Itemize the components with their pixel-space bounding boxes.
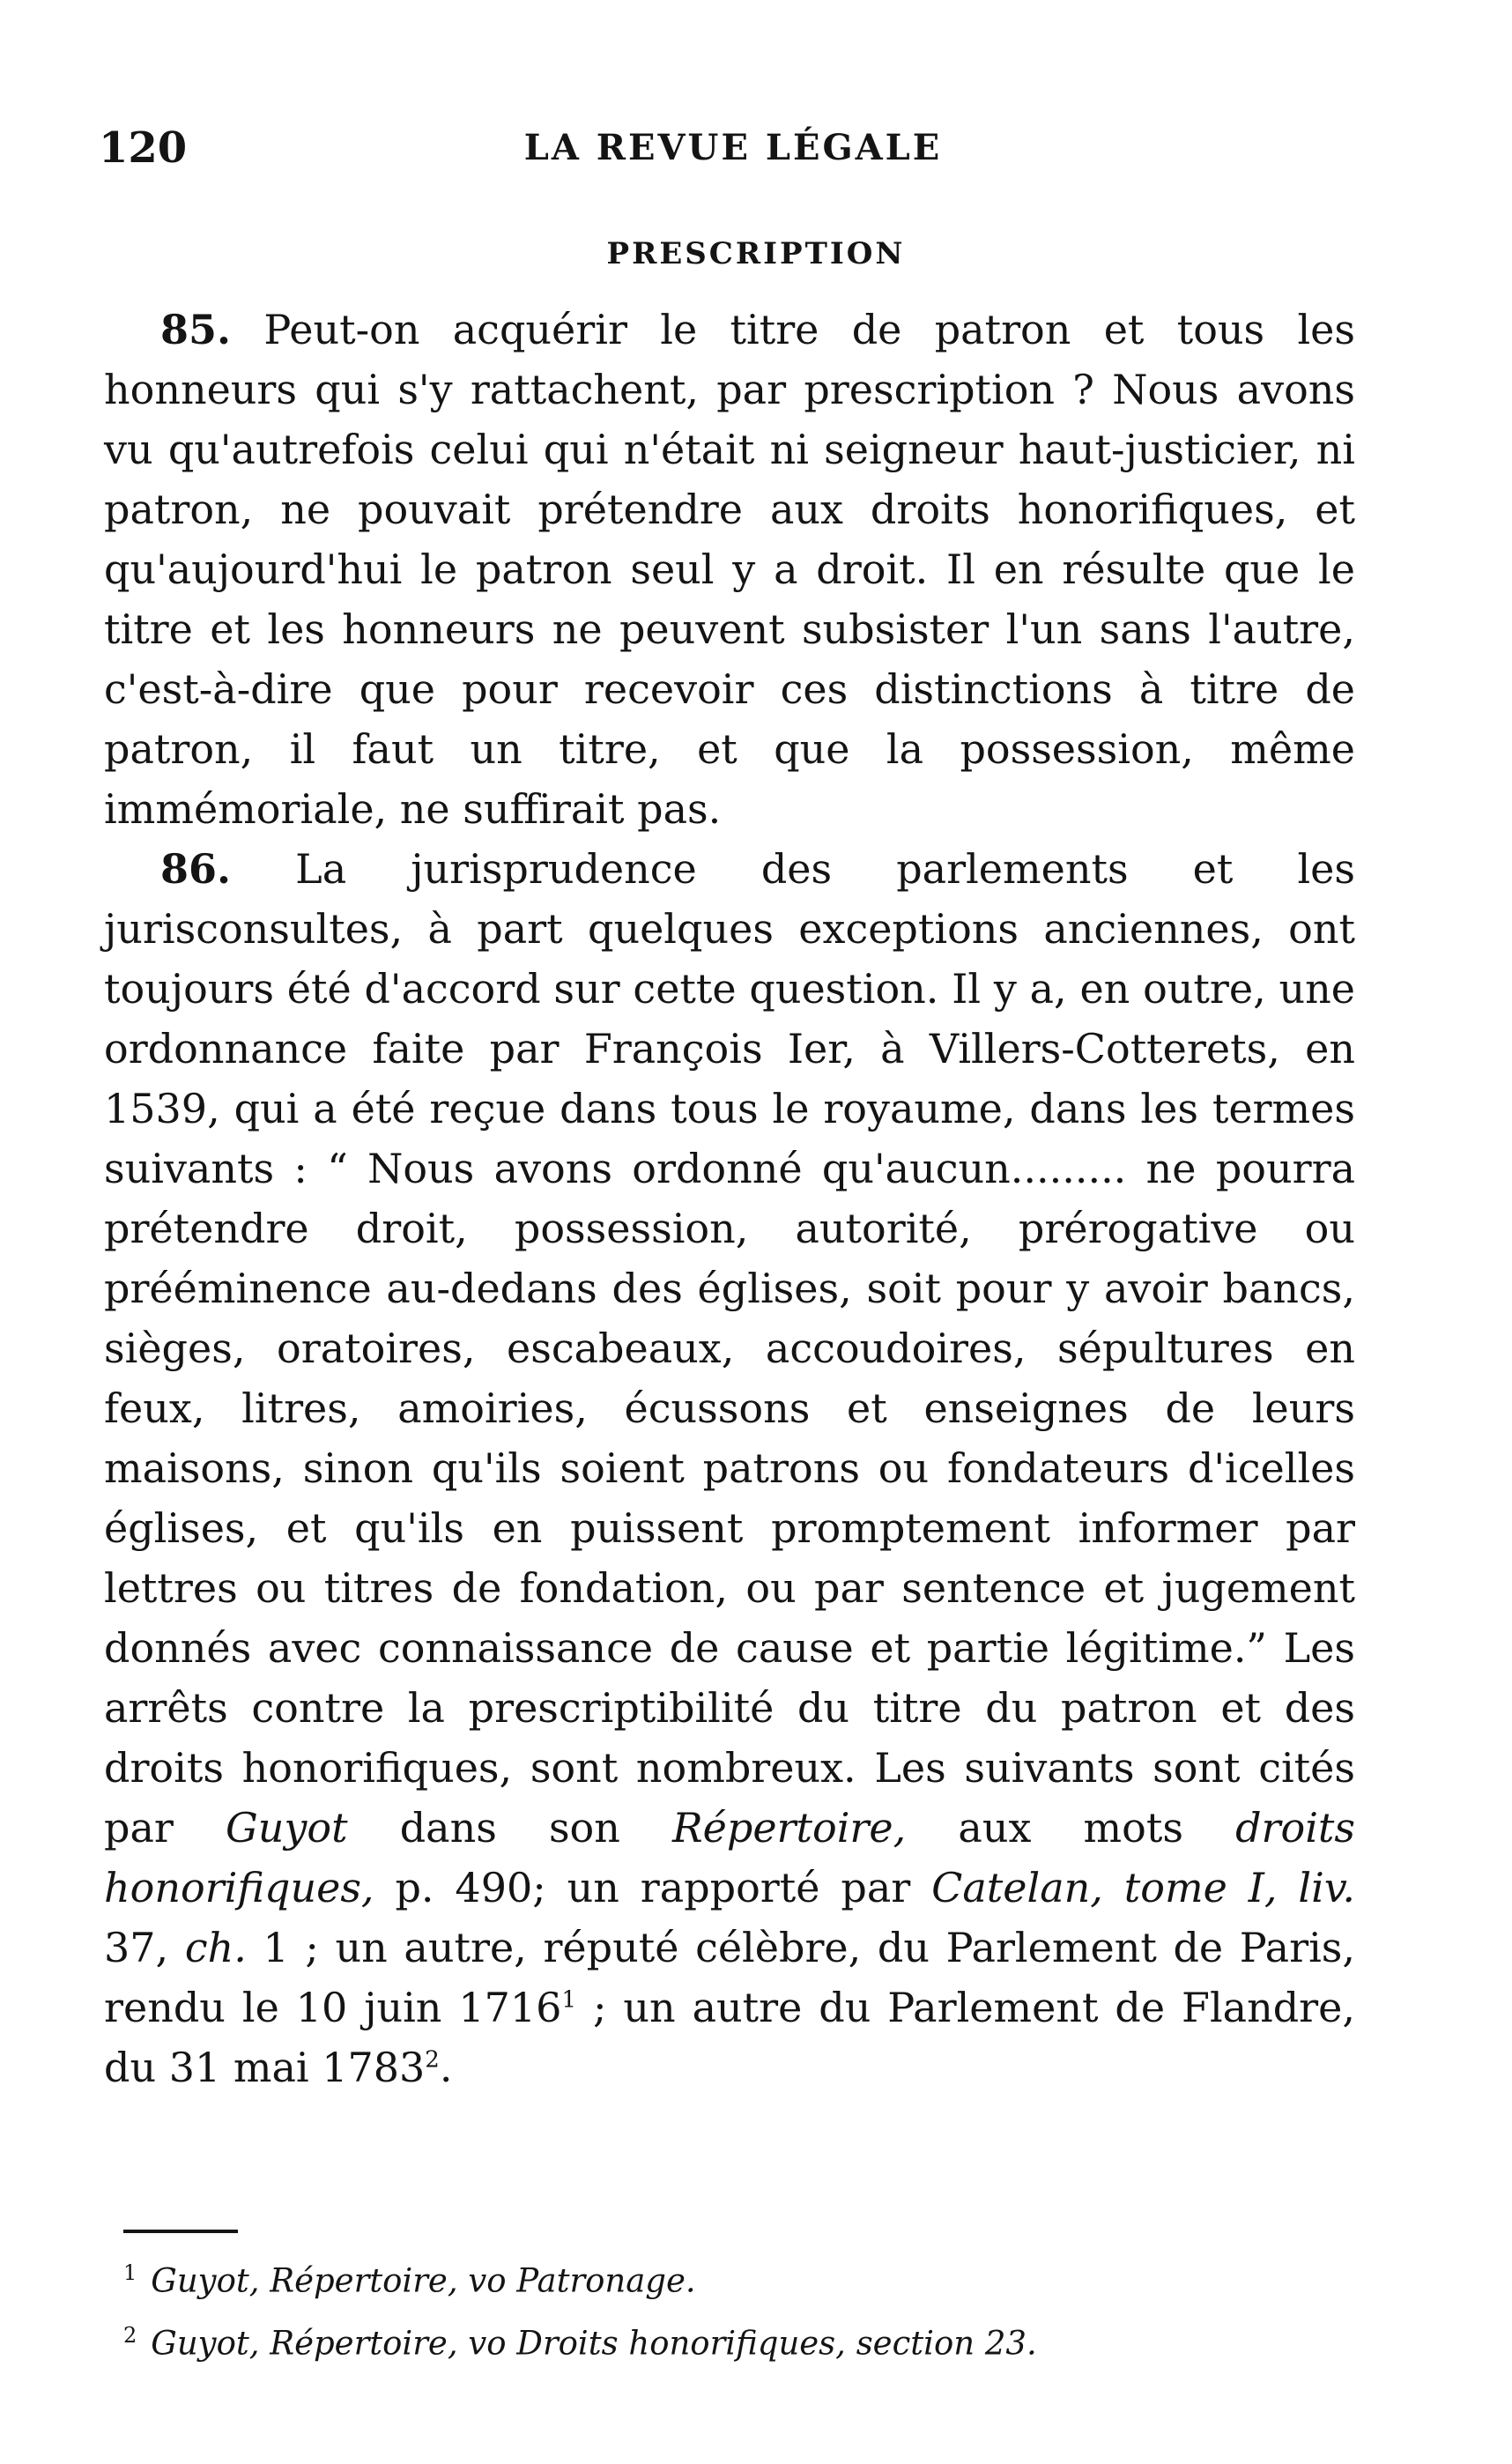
paragraph-text: ; un autre du Parlement de Flandre, du 31 mai 1783 [104,1984,1355,2091]
paragraph-text: . [439,2044,453,2091]
paragraph-text: 1 ; un autre, réputé célèbre, du Parlement de Paris, rendu le 10 juin 1716 [104,1924,1356,2031]
work-citation: Répertoire, [672,1804,907,1852]
footnote-1 [123,2245,1357,2308]
footnote-2 [123,2308,1357,2371]
footnote-reference[interactable]: 2 [425,2046,440,2074]
paragraph-86 [104,839,1355,2097]
paragraph-text: p. 490; un rapporté par [395,1864,911,1911]
author-citation: Guyot [226,1804,348,1852]
footnote-mark: 1 [123,2260,137,2285]
paragraph-text: dans son [399,1804,620,1852]
author-citation: Catelan, tome I, liv. [931,1864,1355,1911]
footnotes [123,2245,1357,2371]
paragraph-number: 86. [160,845,232,893]
footnote-mark: 2 [123,2323,137,2349]
paragraph-85 [104,300,1355,839]
footnote-divider [123,2230,238,2233]
paragraph-text: Peut-on acquérir le titre de patron et tous les honneurs qui s'y rattachent, par prescription ? Nous avons vu qu'autrefois celui qui n'était ni seigneur haut-justicier, ni patron, ne pouvait prétendre aux droits honorifiques, et qu'aujourd'hui le patron seul y a droit. Il en résulte que le titre et les honneurs ne peuvent subsister l'un sans l'autre, c'est-à-dire que pour recevoir ces distinctions à titre de patron, il faut un titre, et que la possession, même immémoriale, ne suffirait pas. [104,306,1355,833]
page-number: 120 [99,123,188,173]
italic-words: droits honorifiques, [104,1804,1356,1911]
body-text [104,300,1355,2097]
section-title: PRESCRIPTION [606,236,906,271]
paragraph-text: aux mots [958,1804,1183,1852]
journal-title: LA REVUE LÉGALE [523,127,943,168]
paragraph-text: 37, [104,1924,169,1971]
paragraph-text: La jurisprudence des parlements et les jurisconsultes, à part quelques exceptions anciennes, ont toujours été d'accord sur cette question. Il y a, en outre, une ordonnance faite par François Ier, à Villers-Cotterets, en 1539, qui a été reçue dans tous le royaume, dans les termes suivants : “ Nous avons ordonné qu'aucun......... ne pourra prétendre droit, possession, autorité, prérogative ou prééminence au-dedans des églises, soit pour y avoir bancs, sièges, oratoires, escabeaux, accoudoires, sépultures en feux, litres, amoiries, écussons et enseignes de leurs maisons, sinon qu'ils soient patrons ou fondateurs d'icelles églises, et qu'ils en puissent promptement informer par lettres ou titres de fondation, ou par sentence et jugement donnés avec connaissance de cause et partie légitime.” Les arrêts contre la prescriptibilité du titre du patron et des droits honorifiques, sont nombreux. Les suivants sont cités par [104,845,1356,1852]
paragraph-number: 85. [160,306,232,353]
footnote-text: Guyot, Répertoire, vo Patronage. [151,2261,696,2300]
chapter-abbrev: ch. [184,1924,247,1971]
running-head [99,123,1367,185]
footnote-reference[interactable]: 1 [561,1986,576,2014]
footnote-text: Guyot, Répertoire, vo Droits honorifiques, section 23. [151,2324,1037,2363]
